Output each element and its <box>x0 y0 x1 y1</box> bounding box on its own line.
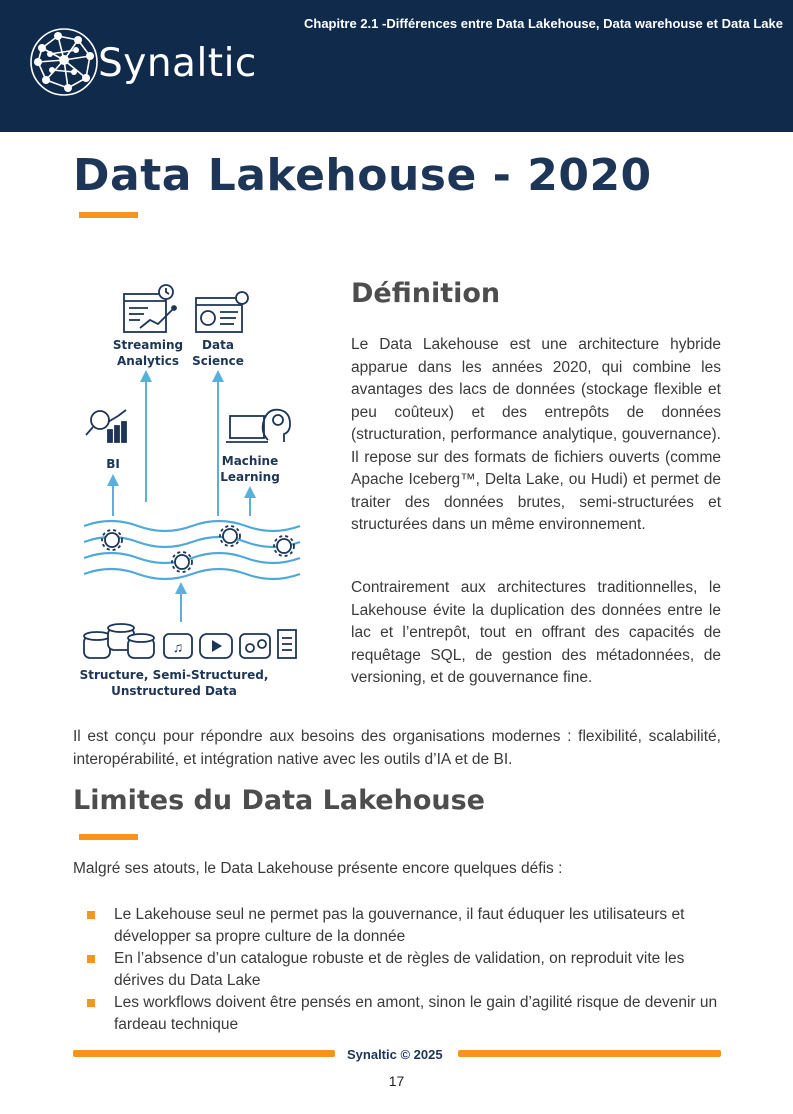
label-machine: Machine <box>221 454 279 468</box>
label-streaming: Streaming <box>112 338 184 352</box>
definition-paragraph-2: Contrairement aux architectures traditionnelles, le Lakehouse évite la duplication des données entre le lac et l’entrepôt, tout en offrant des capacités de requêtage SQL, de gestion des métadonnées, de versioning, et de gouvernance fine. <box>351 579 721 686</box>
media-icons <box>164 630 296 658</box>
bi-icon <box>86 410 126 442</box>
label-analytics: Analytics <box>117 354 179 368</box>
definition-paragraph-3: Il est conçu pour répondre aux besoins des organisations modernes : flexibilité, scalabilité, interopérabilité, et intégration native avec les outils d’IA et de BI. <box>73 728 721 768</box>
page-title: Data Lakehouse - 2020 <box>73 150 652 201</box>
logo-text: Synaltic <box>98 41 257 86</box>
lakehouse-illustration <box>78 270 318 710</box>
label-learning: Learning <box>220 470 280 484</box>
machine-learning-icon <box>226 410 290 442</box>
gear-icons <box>102 526 294 572</box>
lake-waves <box>84 521 300 579</box>
limits-intro: Malgré ses atouts, le Data Lakehouse présente encore quelques défis : <box>73 860 563 877</box>
chapter-title: Chapitre 2.1 -Différences entre Data Lakehouse, Data warehouse et Data Lake <box>303 16 783 31</box>
database-icons <box>84 624 154 658</box>
list-item: Les workflows doivent être pensés en amont, sinon le gain d’agilité risque de devenir un fardeau technique <box>86 992 726 1035</box>
label-bi: BI <box>106 457 120 471</box>
label-science: Science <box>192 354 244 368</box>
title-underline <box>79 212 138 218</box>
page-header <box>0 0 793 132</box>
list-item: Le Lakehouse seul ne permet pas la gouvernance, il faut éduquer les utilisateurs et développer sa propre culture de la donnée <box>86 904 726 947</box>
data-science-icon <box>196 292 248 332</box>
footer-divider-right <box>458 1050 721 1057</box>
label-sources-2: Unstructured Data <box>111 684 237 698</box>
footer-divider-left <box>73 1050 335 1057</box>
limits-heading: Limites du Data Lakehouse <box>73 785 485 816</box>
svg-text:♫: ♫ <box>172 639 184 655</box>
definition-paragraph-1: Le Data Lakehouse est une architecture hybride apparue dans les années 2020, qui combine les avantages des lacs de données (stockage flexible et peu coûteux) et des entrepôts de données (structuration, performance analytique, gouvernance). Il repose sur des formats de fichiers ouverts (comme Apache Iceberg™, Delta Lake, ou Hudi) et permet de traiter des données brutes, semi-structurées et structurées dans un même environnement. <box>351 336 721 533</box>
limits-list <box>86 904 726 1036</box>
list-item: En l’absence d’un catalogue robuste et de règles de validation, on reproduit vite les dérives du Data Lake <box>86 948 726 991</box>
page-number: 17 <box>388 1073 405 1089</box>
streaming-analytics-icon <box>124 285 176 332</box>
definition-heading: Définition <box>351 278 501 309</box>
label-sources-1: Structure, Semi-Structured, <box>79 668 269 682</box>
synaltic-logo-icon <box>28 26 100 98</box>
label-data: Data <box>202 338 234 352</box>
footer-copyright: Synaltic © 2025 <box>347 1047 443 1062</box>
limits-underline <box>79 834 138 840</box>
